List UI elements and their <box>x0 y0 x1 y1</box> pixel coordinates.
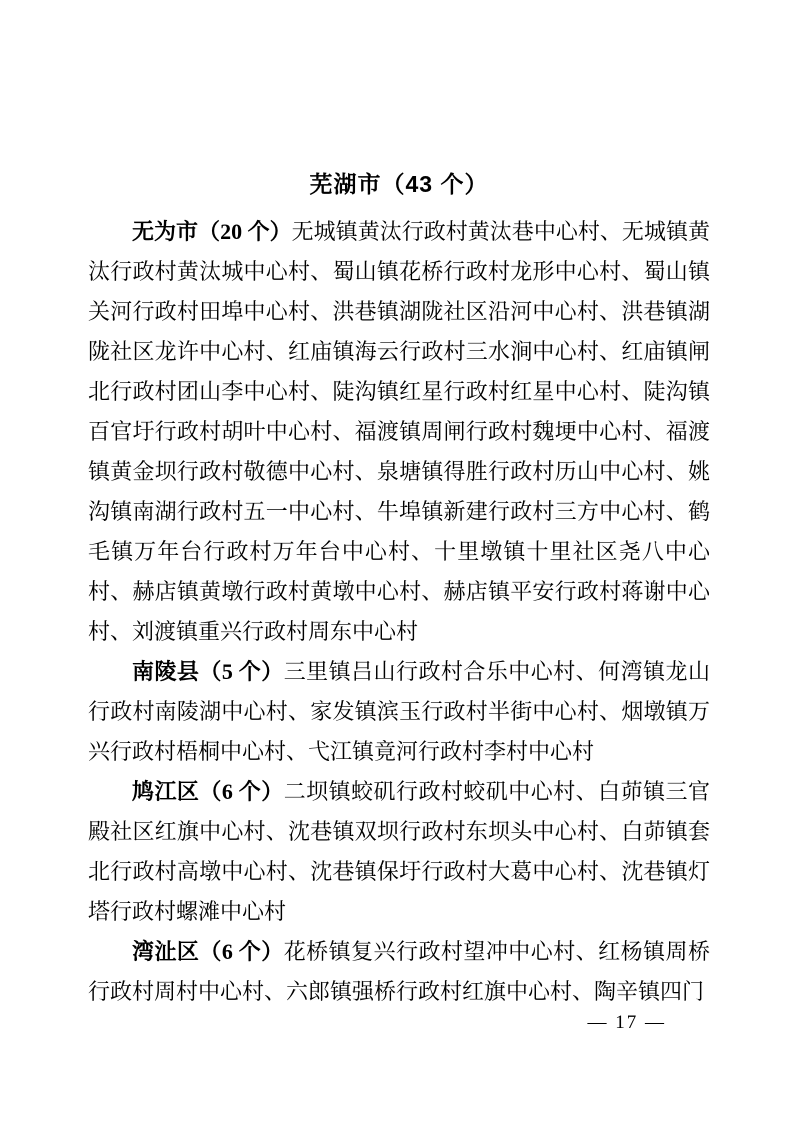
paragraph-text: 无城镇黄汰行政村黄汰巷中心村、无城镇黄汰行政村黄汰城中心村、蜀山镇花桥行政村龙形中心村、蜀山镇关河行政村田埠中心村、洪巷镇湖陇社区沿河中心村、洪巷镇湖陇社区龙许中心村、红庙镇海云行政村三水涧中心村、红庙镇闸北行政村团山李中心村、陡沟镇红星行政村红星中心村、陡沟镇百官圩行政村胡叶中心村、福渡镇周闸行政村魏埂中心村、福渡镇黄金坝行政村敬德中心村、泉塘镇得胜行政村历山中心村、姚沟镇南湖行政村五一中心村、牛埠镇新建行政村三方中心村、鹤毛镇万年台行政村万年台中心村、十里墩镇十里社区尧八中心村、赫店镇黄墩行政村黄墩中心村、赫店镇平安行政村蒋谢中心村、刘渡镇重兴行政村周东中心村 <box>88 219 710 644</box>
document-body <box>88 212 710 1012</box>
paragraph-text: 花桥镇复兴行政村望冲中心村、红杨镇周桥行政村周村中心村、六郎镇强桥行政村红旗中心村、陶辛镇四门 <box>88 939 710 1004</box>
paragraph <box>88 212 710 652</box>
paragraph <box>88 652 710 772</box>
page-title: 芜湖市（43 个） <box>309 171 489 197</box>
paragraph-text: 三里镇吕山行政村合乐中心村、何湾镇龙山行政村南陵湖中心村、家发镇滨玉行政村半街中心村、烟墩镇万兴行政村梧桐中心村、弋江镇竟河行政村李村中心村 <box>88 659 710 764</box>
county-lead: 鸠江区（6 个） <box>132 779 284 804</box>
page-number: — 17 — <box>587 1012 666 1033</box>
county-lead: 南陵县（5 个） <box>132 659 284 684</box>
county-lead: 无为市（20 个） <box>132 219 292 244</box>
county-lead: 湾沚区（6 个） <box>132 939 284 964</box>
paragraph <box>88 772 710 932</box>
paragraph-text: 二坝镇蛟矶行政村蛟矶中心村、白茆镇三官殿社区红旗中心村、沈巷镇双坝行政村东坝头中心村、白茆镇套北行政村高墩中心村、沈巷镇保圩行政村大葛中心村、沈巷镇灯塔行政村螺滩中心村 <box>88 779 710 924</box>
document-content <box>88 164 710 1012</box>
paragraph <box>88 932 710 1012</box>
